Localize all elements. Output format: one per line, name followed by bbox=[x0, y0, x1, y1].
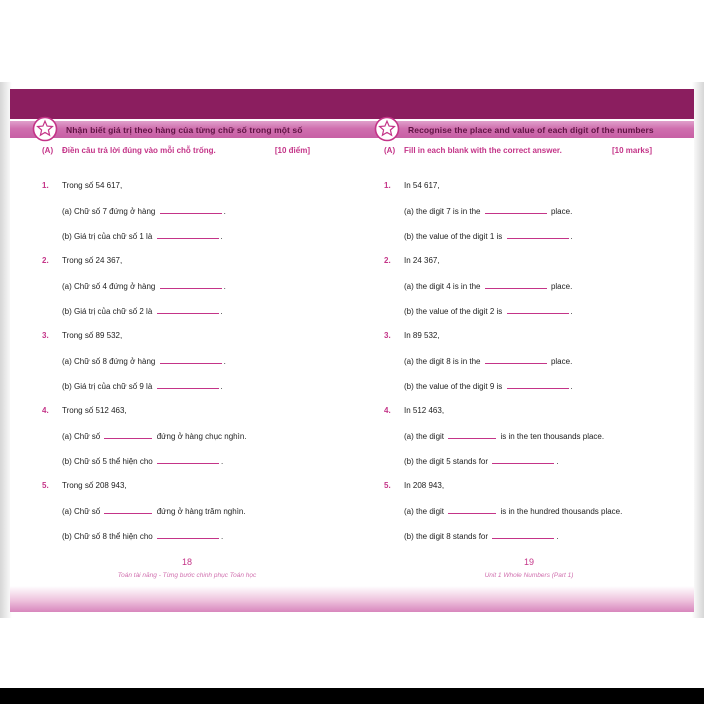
exercise-sub-line bbox=[42, 431, 332, 456]
exercise-sub-line bbox=[384, 306, 674, 331]
line-post: đứng ở hàng chục nghìn. bbox=[154, 432, 247, 441]
line-pre: (a) the digit 8 is in the bbox=[404, 357, 483, 366]
exercise-sub-line bbox=[42, 456, 332, 481]
exercise-list-vi bbox=[42, 181, 332, 556]
exercise-intro-line bbox=[42, 256, 332, 281]
answer-blank bbox=[157, 306, 219, 314]
intro-text: Trong số 89 532, bbox=[62, 331, 123, 340]
exercise-sub-line bbox=[384, 356, 674, 381]
exercise-item bbox=[384, 256, 674, 331]
line-pre: (a) Chữ số bbox=[62, 432, 103, 441]
item-number: 3. bbox=[42, 331, 49, 340]
exercise-sub-line bbox=[42, 356, 332, 381]
exercise-intro-line bbox=[384, 406, 674, 431]
exercise-sub-line bbox=[384, 431, 674, 456]
exercise-item bbox=[42, 331, 332, 406]
title-stripe-left bbox=[10, 121, 352, 138]
item-number: 3. bbox=[384, 331, 391, 340]
line-pre: (b) the digit 8 stands for bbox=[404, 532, 491, 541]
answer-blank bbox=[160, 356, 222, 364]
line-pre: (b) Giá trị của chữ số 1 là bbox=[62, 232, 155, 241]
line-post: . bbox=[223, 282, 226, 291]
exercise-item bbox=[384, 481, 674, 556]
line-post: is in the ten thousands place. bbox=[498, 432, 605, 441]
answer-blank bbox=[448, 431, 496, 439]
item-number: 2. bbox=[42, 256, 49, 265]
title-stripe-right bbox=[352, 121, 694, 138]
footer-caption: Toán tài năng - Từng bước chinh phục Toán học bbox=[117, 572, 257, 579]
left-page bbox=[10, 138, 352, 579]
line-post: . bbox=[570, 382, 573, 391]
line-pre: (b) Chữ số 5 thể hiện cho bbox=[62, 457, 155, 466]
points-badge: [10 điểm] bbox=[274, 146, 310, 155]
line-pre: (a) the digit 4 is in the bbox=[404, 282, 483, 291]
exercise-item bbox=[42, 406, 332, 481]
intro-text: Trong số 208 943, bbox=[62, 481, 127, 490]
answer-blank bbox=[160, 281, 222, 289]
line-pre: (a) Chữ số 7 đứng ở hàng bbox=[62, 207, 158, 216]
line-post: place. bbox=[548, 207, 573, 216]
answer-blank bbox=[157, 231, 219, 239]
item-number: 1. bbox=[384, 181, 391, 190]
line-post: . bbox=[223, 207, 226, 216]
exercise-intro-line bbox=[384, 181, 674, 206]
answer-blank bbox=[157, 531, 219, 539]
answer-blank bbox=[448, 506, 496, 514]
intro-text: In 24 367, bbox=[404, 256, 440, 265]
answer-blank bbox=[485, 206, 547, 214]
exercise-sub-line bbox=[42, 306, 332, 331]
star-badge-icon bbox=[32, 116, 58, 142]
answer-blank bbox=[507, 381, 569, 389]
page-number: 19 bbox=[523, 557, 534, 567]
line-pre: (b) the value of the digit 9 is bbox=[404, 382, 505, 391]
exercise-sub-line bbox=[42, 231, 332, 256]
title-stripe bbox=[10, 121, 694, 138]
line-post: . bbox=[220, 457, 224, 466]
exercise-list-en bbox=[384, 181, 674, 556]
exercise-sub-line bbox=[384, 231, 674, 256]
line-pre: (a) Chữ số 4 đứng ở hàng bbox=[62, 282, 158, 291]
exercise-sub-line bbox=[42, 506, 332, 531]
section-label: (A) bbox=[384, 146, 396, 155]
line-post: . bbox=[570, 307, 573, 316]
answer-blank bbox=[492, 456, 554, 464]
exercise-intro-line bbox=[42, 181, 332, 206]
answer-blank bbox=[485, 281, 547, 289]
intro-text: Trong số 54 617, bbox=[62, 181, 123, 190]
answer-blank bbox=[104, 506, 152, 514]
line-post: place. bbox=[548, 282, 573, 291]
answer-blank bbox=[492, 531, 554, 539]
scan-black-bar bbox=[0, 688, 704, 704]
exercise-intro-line bbox=[42, 331, 332, 356]
exercise-sub-line bbox=[384, 456, 674, 481]
line-pre: (b) the digit 5 stands for bbox=[404, 457, 491, 466]
lesson-title-en: Recognise the place and value of each digit of the numbers bbox=[408, 124, 654, 135]
item-number: 5. bbox=[42, 481, 49, 490]
line-pre: (a) Chữ số 8 đứng ở hàng bbox=[62, 357, 158, 366]
line-pre: (a) the digit bbox=[404, 507, 447, 516]
answer-blank bbox=[485, 356, 547, 364]
points-badge: [10 marks] bbox=[611, 146, 652, 155]
line-pre: (b) Giá trị của chữ số 9 là bbox=[62, 382, 155, 391]
item-number: 4. bbox=[42, 406, 49, 415]
section-instruction: Fill in each blank with the correct answer. bbox=[404, 146, 562, 155]
line-post: . bbox=[220, 382, 223, 391]
line-post: . bbox=[570, 232, 573, 241]
exercise-item bbox=[384, 406, 674, 481]
exercise-item bbox=[42, 481, 332, 556]
item-number: 5. bbox=[384, 481, 391, 490]
answer-blank bbox=[160, 206, 222, 214]
right-page bbox=[352, 138, 694, 579]
line-post: . bbox=[556, 457, 559, 466]
section-heading-vi bbox=[42, 146, 332, 155]
exercise-sub-line bbox=[384, 506, 674, 531]
line-pre: (a) Chữ số bbox=[62, 507, 103, 516]
intro-text: In 208 943, bbox=[404, 481, 445, 490]
exercise-sub-line bbox=[384, 206, 674, 231]
answer-blank bbox=[104, 431, 152, 439]
line-post: . bbox=[220, 232, 223, 241]
exercise-sub-line bbox=[42, 206, 332, 231]
exercise-sub-line bbox=[42, 381, 332, 406]
item-number: 1. bbox=[42, 181, 49, 190]
exercise-sub-line bbox=[384, 531, 674, 556]
pages-row bbox=[10, 138, 694, 579]
line-post: đứng ở hàng trăm nghìn. bbox=[154, 507, 246, 516]
intro-text: In 54 617, bbox=[404, 181, 440, 190]
header-bar bbox=[10, 89, 694, 119]
line-pre: (b) Giá trị của chữ số 2 là bbox=[62, 307, 155, 316]
exercise-intro-line bbox=[384, 481, 674, 506]
intro-text: In 89 532, bbox=[404, 331, 440, 340]
line-pre: (b) Chữ số 8 thể hiện cho bbox=[62, 532, 155, 541]
line-pre: (b) the value of the digit 2 is bbox=[404, 307, 505, 316]
line-post: . bbox=[220, 532, 224, 541]
star-badge-icon bbox=[374, 116, 400, 142]
exercise-item bbox=[384, 181, 674, 256]
intro-text: In 512 463, bbox=[404, 406, 445, 415]
workbook-spread bbox=[10, 89, 694, 612]
item-number: 2. bbox=[384, 256, 391, 265]
exercise-sub-line bbox=[42, 531, 332, 556]
exercise-intro-line bbox=[384, 331, 674, 356]
exercise-item bbox=[42, 256, 332, 331]
line-pre: (a) the digit 7 is in the bbox=[404, 207, 483, 216]
intro-text: Trong số 512 463, bbox=[62, 406, 127, 415]
section-heading-en bbox=[384, 146, 674, 155]
footer-caption: Unit 1 Whole Numbers (Part 1) bbox=[484, 572, 574, 579]
line-post: place. bbox=[548, 357, 573, 366]
line-pre: (a) the digit bbox=[404, 432, 447, 441]
answer-blank bbox=[507, 306, 569, 314]
exercise-sub-line bbox=[42, 281, 332, 306]
lesson-title-vi: Nhận biết giá trị theo hàng của từng chữ số trong một số bbox=[66, 124, 303, 135]
answer-blank bbox=[507, 231, 569, 239]
exercise-sub-line bbox=[384, 281, 674, 306]
bottom-gradient-band bbox=[10, 586, 694, 612]
line-post: . bbox=[223, 357, 226, 366]
answer-blank bbox=[157, 381, 219, 389]
exercise-sub-line bbox=[384, 381, 674, 406]
exercise-intro-line bbox=[42, 406, 332, 431]
exercise-intro-line bbox=[42, 481, 332, 506]
intro-text: Trong số 24 367, bbox=[62, 256, 123, 265]
page-number: 18 bbox=[181, 557, 192, 567]
line-pre: (b) the value of the digit 1 is bbox=[404, 232, 505, 241]
line-post: . bbox=[556, 532, 559, 541]
exercise-item bbox=[42, 181, 332, 256]
section-instruction: Điền câu trả lời đúng vào mỗi chỗ trống. bbox=[62, 146, 216, 155]
section-label: (A) bbox=[42, 146, 54, 155]
answer-blank bbox=[157, 456, 219, 464]
exercise-item bbox=[384, 331, 674, 406]
line-post: is in the hundred thousands place. bbox=[498, 507, 623, 516]
item-number: 4. bbox=[384, 406, 391, 415]
line-post: . bbox=[220, 307, 223, 316]
exercise-intro-line bbox=[384, 256, 674, 281]
